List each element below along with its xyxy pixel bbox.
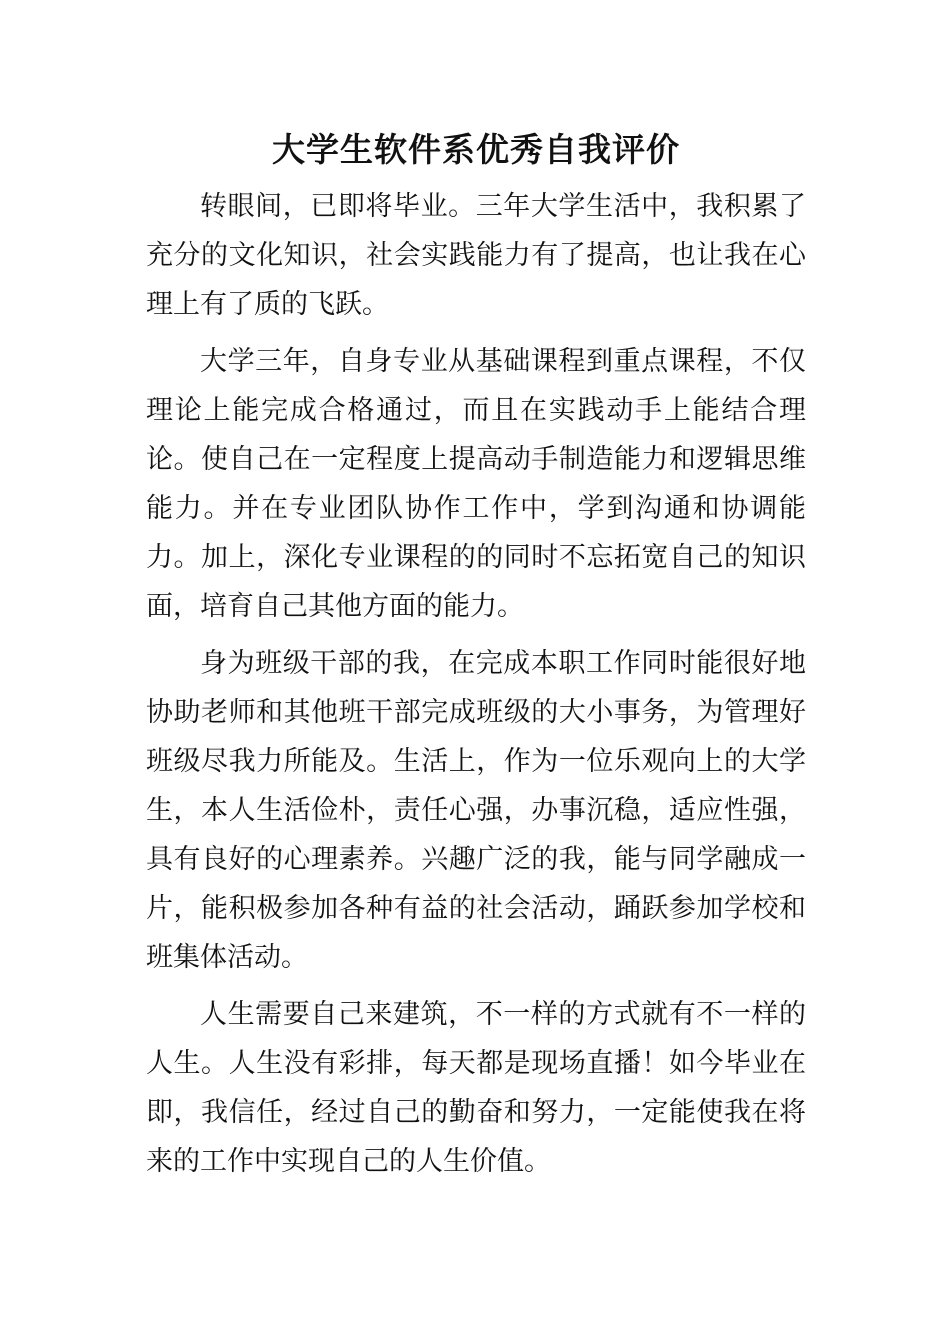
paragraph-1: 转眼间，已即将毕业。三年大学生活中，我积累了充分的文化知识，社会实践能力有了提高，也让我在心理上有了质的飞跃。: [146, 191, 806, 320]
paragraph-4: 人生需要自己来建筑，不一样的方式就有不一样的人生。人生没有彩排，每天都是现场直播！如今毕业在即，我信任，经过自己的勤奋和努力，一定能使我在将来的工作中实现自己的人生价值。: [146, 999, 806, 1177]
document-body: [146, 124, 806, 1194]
document-title: 大学生软件系优秀自我评价: [272, 130, 680, 169]
paragraph-2: 大学三年，自身专业从基础课程到重点课程，不仅理论上能完成合格通过，而且在实践动手上能结合理论。使自己在一定程度上提高动手制造能力和逻辑思维能力。并在专业团队协作工作中，学到沟通和协调能力。加上，深化专业课程的的同时不忘拓宽自己的知识面，培育自己其他方面的能力。: [146, 346, 806, 622]
paragraph-3: 身为班级干部的我，在完成本职工作同时能很好地协助老师和其他班干部完成班级的大小事务，为管理好班级尽我力所能及。生活上，作为一位乐观向上的大学生，本人生活俭朴，责任心强，办事沉稳，适应性强，具有良好的心理素养。兴趣广泛的我，能与同学融成一片，能积极参加各种有益的社会活动，踊跃参加学校和班集体活动。: [146, 648, 806, 973]
